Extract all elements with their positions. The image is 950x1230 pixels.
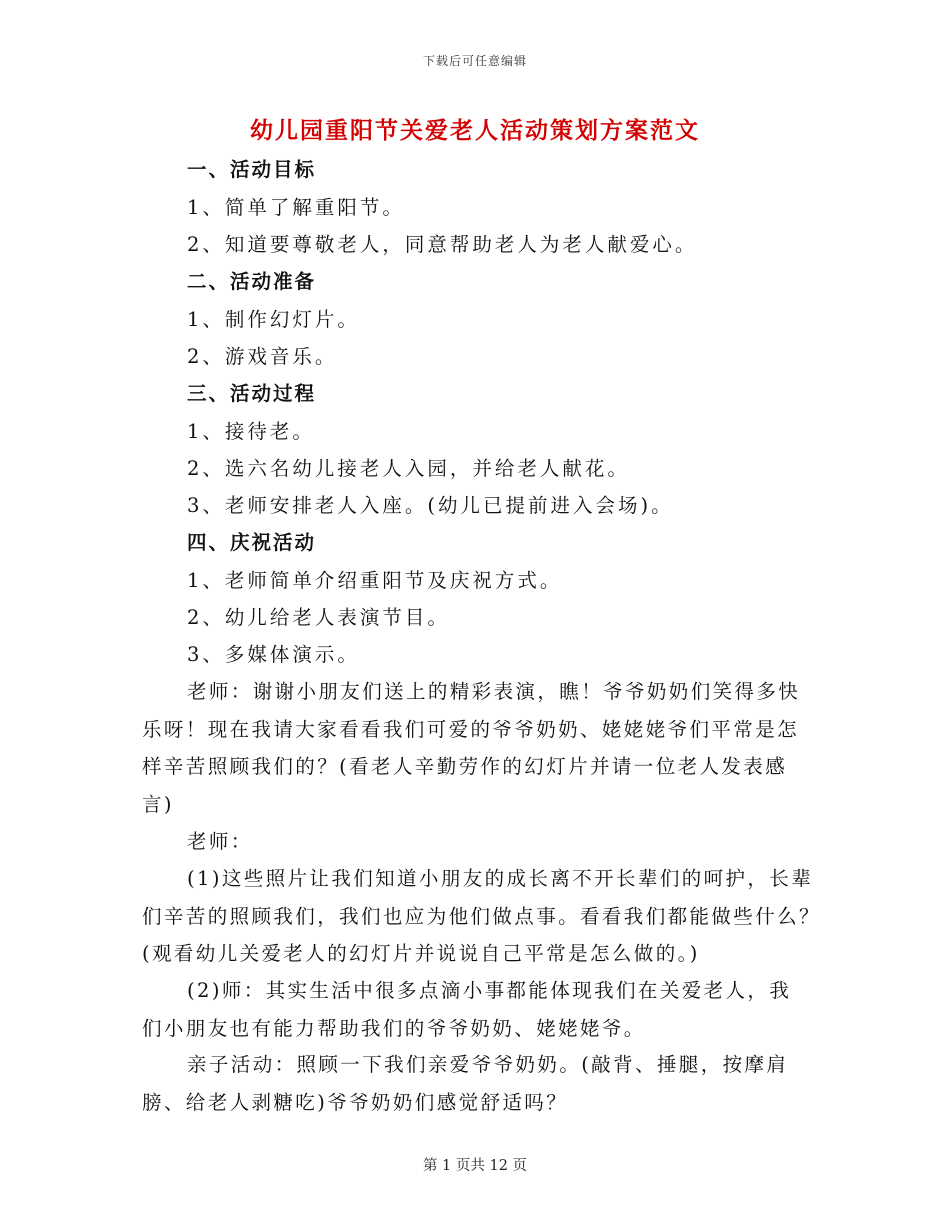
list-item: 1、简单了解重阳节。 (187, 196, 405, 219)
list-item: 2、选六名幼儿接老人入园，并给老人献花。 (187, 457, 630, 480)
body-paragraph: 老师： (187, 830, 253, 853)
page-footer: 第 1 页共 12 页 (422, 1158, 528, 1174)
list-item: 1、老师简单介绍重阳节及庆祝方式。 (187, 569, 563, 592)
body-paragraph: (1)这些照片让我们知道小朋友的成长离不开长辈们的呵护，长辈们辛苦的照顾我们，我们也应为他们做点事。看看我们都能做些什么？(观看幼儿关爱老人的幻灯片并说说自己平常是怎么做的。) (142, 867, 821, 965)
body-paragraph: (2)师：其实生活中很多点滴小事都能体现我们在关爱老人，我们小朋友也有能力帮助我们的爷爷奶奶、姥姥姥爷。 (142, 979, 792, 1040)
section-heading-process: 三、活动过程 (187, 382, 317, 405)
list-item: 3、老师安排老人入座。(幼儿已提前进入会场)。 (187, 494, 674, 517)
list-item: 2、游戏音乐。 (187, 345, 338, 368)
header-note: 下载后可任意编辑 (422, 54, 527, 68)
section-heading-goals: 一、活动目标 (187, 158, 317, 181)
list-item: 2、幼儿给老人表演节目。 (187, 606, 450, 629)
section-heading-preparation: 二、活动准备 (187, 270, 317, 293)
list-item: 1、制作幻灯片。 (187, 308, 360, 331)
list-item: 3、多媒体演示。 (187, 643, 360, 666)
body-paragraph: 老师：谢谢小朋友们送上的精彩表演，瞧！爷爷奶奶们笑得多快乐呀！现在我请大家看看我们可爱的爷爷奶奶、姥姥姥爷们平常是怎样辛苦照顾我们的？(看老人辛勤劳作的幻灯片并请一位老人发表感言) (142, 680, 801, 816)
section-heading-celebration: 四、庆祝活动 (187, 531, 317, 554)
body-paragraph: 亲子活动：照顾一下我们亲爱爷爷奶奶。(敲背、捶腿，按摩肩膀、给老人剥糖吃)爷爷奶奶们感觉舒适吗？ (142, 1053, 789, 1114)
list-item: 2、知道要尊敬老人，同意帮助老人为老人献爱心。 (187, 233, 698, 256)
document-title: 幼儿园重阳节关爱老人活动策划方案范文 (250, 117, 700, 144)
list-item: 1、接待老。 (187, 420, 315, 443)
